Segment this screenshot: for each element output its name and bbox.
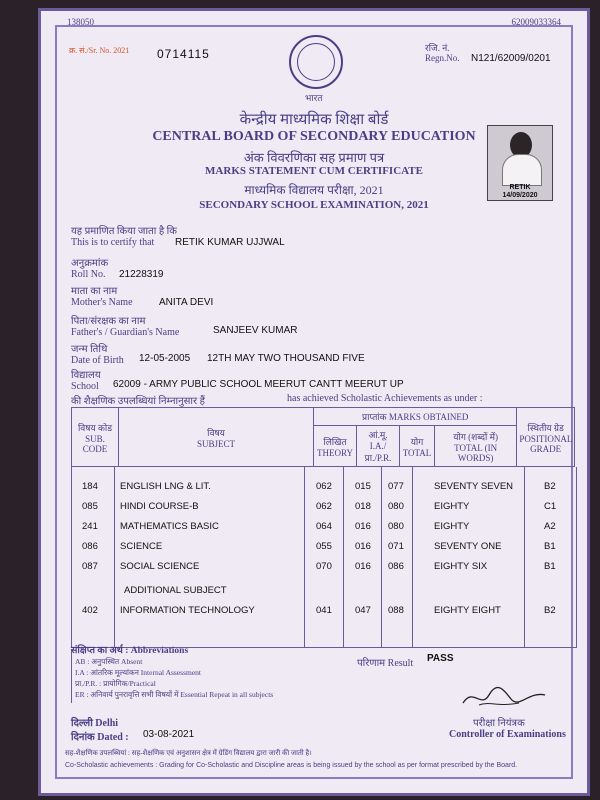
cell-name: HINDI COURSE-B [120, 501, 199, 512]
cell-name: SOCIAL SCIENCE [120, 561, 200, 572]
abbreviations-title: संक्षिप्त का अर्थ : Abbreviations [71, 646, 189, 656]
student-photo [487, 125, 553, 201]
school-hindi: विद्यालय [71, 370, 101, 381]
achieved-hindi: की शैक्षणिक उपलब्धियां निम्नानुसार हैं [71, 396, 205, 407]
cell-words: EIGHTY [434, 501, 470, 512]
cell-theory: 062 [316, 481, 332, 492]
exam-title-hindi: माध्यमिक विद्यालय परीक्षा, 2021 [244, 183, 384, 197]
cell-code: 087 [82, 561, 98, 572]
cell-code: 241 [82, 521, 98, 532]
cell-total: 077 [388, 481, 404, 492]
col-code: विषय कोड SUB. CODE [72, 408, 119, 467]
mother-name: ANITA DEVI [159, 297, 214, 308]
cell-words: EIGHTY SIX [434, 561, 488, 572]
cell-ia: 018 [355, 501, 371, 512]
additional-subject-label: ADDITIONAL SUBJECT [124, 585, 227, 596]
table-row [72, 501, 576, 517]
table-row [72, 521, 576, 537]
cell-code: 086 [82, 541, 98, 552]
board-name: CENTRAL BOARD OF SECONDARY EDUCATION [152, 129, 476, 144]
abbrev-practical: प्रा./P.R. : प्रायोगिक/Practical [75, 679, 156, 688]
cell-grade: C1 [544, 501, 557, 512]
top-right-code: 62009033364 [511, 17, 561, 27]
cell-words: SEVENTY ONE [434, 541, 502, 552]
mother-hindi: माता का नाम [71, 286, 118, 297]
board-name-hindi: केन्द्रीय माध्यमिक शिक्षा बोर्ड [239, 112, 389, 128]
col-words: योग (शब्दों में) TOTAL (IN WORDS) [435, 426, 517, 467]
father-hindi: पिता/संरक्षक का नाम [71, 316, 146, 327]
photo-date: 14/09/2020 [502, 192, 538, 199]
cell-theory: 070 [316, 561, 332, 572]
col-ia: आं.मू. I.A./ प्रा./P.R. [357, 426, 400, 467]
certify-hindi: यह प्रमाणित किया जाता है कि [71, 226, 177, 237]
top-left-code: 138050 [67, 17, 94, 27]
cell-ia: 016 [355, 561, 371, 572]
marks-table-header [71, 407, 575, 467]
col-grade: स्थितीय ग्रेड POSITIONAL GRADE [517, 408, 575, 467]
signature-icon [459, 683, 549, 711]
certificate-title-hindi: अंक विवरणिका सह प्रमाण पत्र [243, 150, 385, 165]
cell-ia: 016 [355, 521, 371, 532]
cbse-seal-icon [289, 35, 343, 89]
cell-grade: B1 [544, 561, 556, 572]
cell-name: MATHEMATICS BASIC [120, 521, 219, 532]
photo-name: RETIK [509, 184, 531, 191]
cell-total: 071 [388, 541, 404, 552]
controller-title: Controller of Examinations [449, 729, 566, 740]
cell-words: SEVENTY SEVEN [434, 481, 514, 492]
school-label: School [71, 381, 99, 392]
cell-code: 184 [82, 481, 98, 492]
marks-table-body [71, 467, 577, 648]
col-marks-obtained: प्राप्तांक MARKS OBTAINED [314, 408, 517, 426]
result-value: PASS [427, 653, 454, 664]
cell-total: 080 [388, 521, 404, 532]
col-subject: विषय SUBJECT [119, 408, 314, 467]
dated-label: दिनांक Dated : [71, 732, 129, 743]
result-label: परिणाम Result [357, 658, 414, 669]
serial-number: 0714115 [157, 47, 210, 61]
cell-total: 080 [388, 501, 404, 512]
cell-ia: 015 [355, 481, 371, 492]
abbrev-absent: AB : अनुपस्थित Absent [75, 657, 143, 666]
serial-label: क्र. सं./Sr. No. 2021 [69, 46, 130, 55]
table-row [72, 561, 576, 577]
cell-theory: 064 [316, 521, 332, 532]
cell-ia: 016 [355, 541, 371, 552]
dob-label: Date of Birth [71, 355, 124, 366]
cell-words: EIGHTY [434, 521, 470, 532]
dob-value: 12-05-2005 [139, 353, 191, 364]
dob-words: 12TH MAY TWO THOUSAND FIVE [207, 353, 365, 364]
marks-statement-sheet [38, 8, 590, 796]
regn-label: Regn.No. [425, 53, 460, 63]
exam-title: SECONDARY SCHOOL EXAMINATION, 2021 [199, 199, 429, 211]
dated-value: 03-08-2021 [143, 729, 195, 740]
table-row [72, 541, 576, 557]
roll-label: Roll No. [71, 269, 106, 280]
col-total: योग TOTAL [400, 426, 435, 467]
table-row-additional: 402 INFORMATION TECHNOLOGY 041 047 088 EIGHTY EIGHT B2 [82, 605, 556, 616]
cell-grade: A2 [544, 521, 556, 532]
student-name: RETIK KUMAR UJJWAL [175, 237, 285, 248]
roll-hindi: अनुक्रमांक [71, 258, 109, 269]
certify-label: This is to certify that [71, 237, 155, 248]
cell-grade: B2 [544, 481, 556, 492]
father-label: Father's / Guardian's Name [71, 327, 180, 338]
footer-note-hindi: सह-शैक्षणिक उपलब्धियां : सह-शैक्षणिक एवं अनुशासन क्षेत्र में ग्रेडिंग विद्यालय द्वारा जारी की जाती है। [65, 749, 312, 757]
cell-theory: 055 [316, 541, 332, 552]
cell-name: SCIENCE [120, 541, 163, 552]
mother-label: Mother's Name [71, 297, 133, 308]
cell-code: 085 [82, 501, 98, 512]
regn-hindi: रजि. नं. [425, 43, 450, 53]
controller-hindi: परीक्षा नियंत्रक [473, 718, 525, 729]
abbrev-essential-repeat: ER : अनिवार्य पुनरावृत्ति सभी विषयों में Essential Repeat in all subjects [75, 690, 274, 699]
seal-text: भारत [305, 93, 323, 103]
col-theory: लिखित THEORY [314, 426, 357, 467]
school-name: 62009 - ARMY PUBLIC SCHOOL MEERUT CANTT MEERUT UP [113, 379, 404, 390]
cell-total: 086 [388, 561, 404, 572]
dob-hindi: जन्म तिथि [71, 344, 108, 355]
cell-theory: 062 [316, 501, 332, 512]
father-name: SANJEEV KUMAR [213, 325, 298, 336]
certificate-title: MARKS STATEMENT CUM CERTIFICATE [205, 165, 423, 177]
cell-grade: B1 [544, 541, 556, 552]
place-label: दिल्ली Delhi [71, 718, 119, 729]
cell-name: ENGLISH LNG & LIT. [120, 481, 211, 492]
achieved-label: has achieved Scholastic Achievements as under : [287, 393, 483, 404]
abbrev-internal: I.A : आंतरिक मूल्यांकन Internal Assessment [75, 668, 201, 677]
footer-note: Co-Scholastic achievements : Grading for Co-Scholastic and Discipline areas is being issued by the school as per format prescribed by the Board. [65, 762, 518, 769]
table-row [72, 481, 576, 497]
regn-number: N121/62009/0201 [471, 53, 551, 64]
roll-number: 21228319 [119, 269, 164, 280]
